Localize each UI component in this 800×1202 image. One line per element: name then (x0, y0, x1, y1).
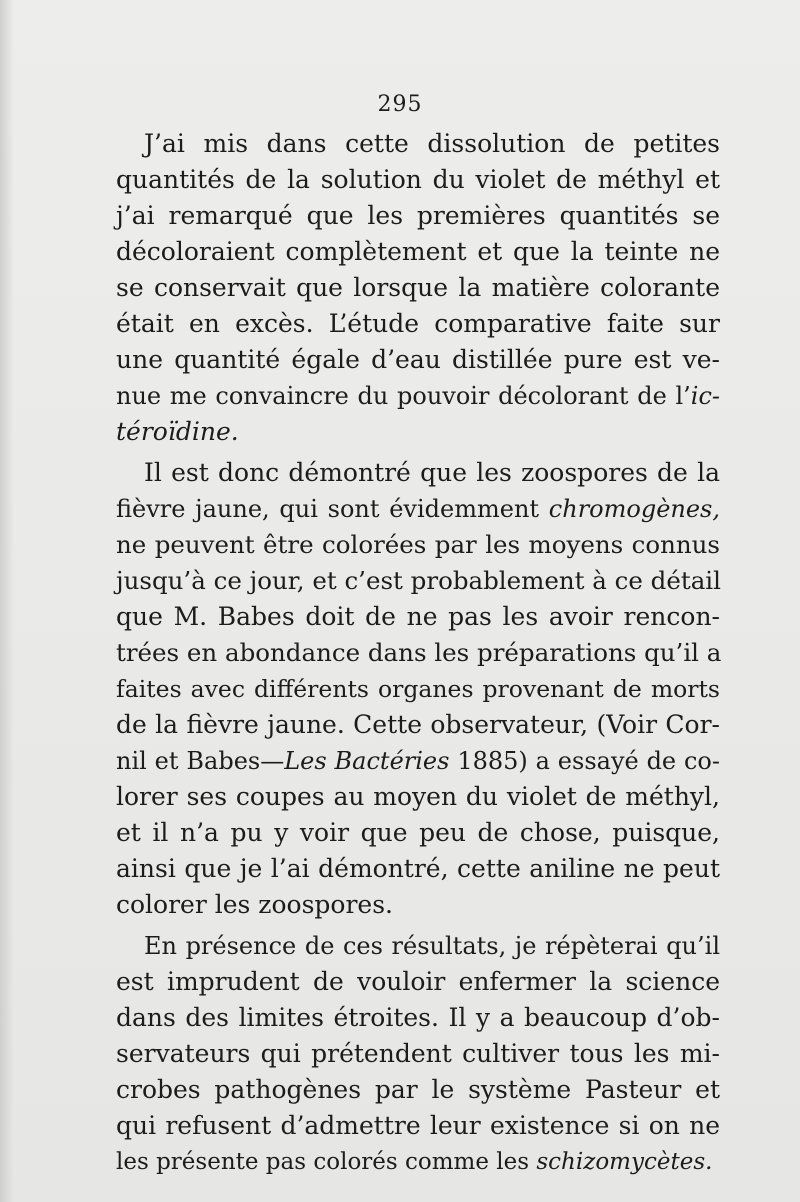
text-line: j’ai remarqué que les premières quantités se (116, 201, 720, 230)
text-line: nil et Babes—Les Bactéries 1885) a essayé de co- (116, 747, 720, 775)
text-line: que M. Babes doit de ne pas les avoir rencon- (116, 602, 720, 631)
text-line: trées en abondance dans les préparations qu’il a (116, 638, 722, 667)
text-line: Il est donc démontré que les zoospores de la (144, 458, 720, 487)
text-line: faites avec différents organes provenant de morts (116, 675, 720, 703)
text-line: quantités de la solution du violet de méthyl et (116, 165, 720, 194)
paragraph-2 (116, 455, 720, 923)
text-line: servateurs qui prétendent cultiver tous les mi- (116, 1039, 720, 1068)
page-number: 295 (377, 92, 423, 117)
text-line: J’ai mis dans cette dissolution de petites (144, 129, 720, 158)
text-line: téroïdine. (116, 417, 239, 446)
page-edge-shadow (0, 0, 14, 1202)
text-line: crobes pathogènes par le système Pasteur et (116, 1075, 720, 1104)
text-line: colorer les zoospores. (116, 890, 393, 919)
text-line: ne peuvent être colorées par les moyens connus (116, 530, 720, 559)
paragraph-1 (116, 126, 720, 450)
text-line: se conservait que lorsque la matière colorante (116, 273, 720, 302)
text-line: décoloraient complètement et que la teinte ne (116, 237, 720, 266)
text-line: ainsi que je l’ai démontré, cette aniline ne peut (116, 854, 720, 883)
text-line: qui refusent d’admettre leur existence si on ne (116, 1111, 720, 1140)
text-line: lorer ses coupes au moyen du violet de méthyl, (116, 782, 720, 811)
text-line: jusqu’à ce jour, et c’est probablement à ce détail (116, 566, 721, 595)
text-line: En présence de ces résultats, je répèterai qu’il (144, 932, 720, 960)
text-line: est imprudent de vouloir enfermer la science (116, 967, 720, 996)
text-line: dans des limites étroites. Il y a beaucoup d’ob- (116, 1003, 720, 1032)
text-line: et il n’a pu y voir que peu de chose, puisque, (116, 818, 720, 847)
text-line: nue me convaincre du pouvoir décolorant de l’ic- (116, 382, 720, 410)
body-text (116, 126, 720, 1185)
paragraph-3 (116, 928, 720, 1180)
text-line: de la fièvre jaune. Cette observateur, (Voir Cor- (116, 710, 720, 739)
text-line: était en excès. L’étude comparative faite sur (116, 309, 720, 338)
text-line: les présente pas colorés comme les schizomycètes. (116, 1149, 713, 1175)
text-line: fièvre jaune, qui sont évidemment chromogènes, (116, 495, 720, 523)
text-line: une quantité égale d’eau distillée pure est ve- (116, 345, 720, 374)
